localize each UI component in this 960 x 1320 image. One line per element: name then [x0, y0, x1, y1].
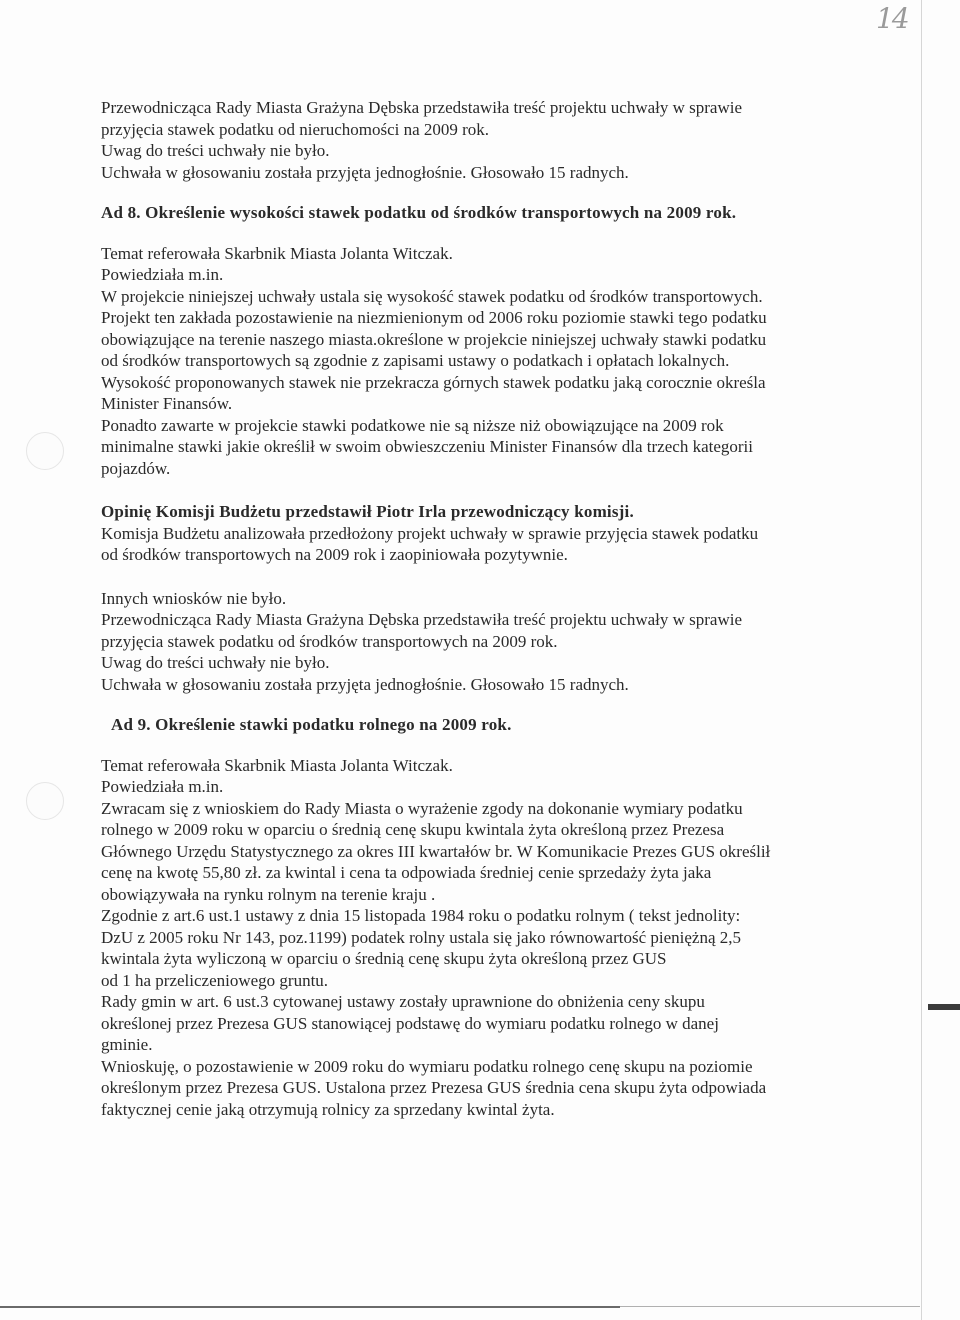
text-line: Ponadto zawarte w projekcie stawki podatkowe nie są niższe niż obowiązujące na 2009 rok	[101, 415, 724, 435]
text-line: przyjęcia stawek podatku od nieruchomości na 2009 rok.	[101, 119, 490, 139]
text-line: od środków transportowych na 2009 rok i zaopiniowała pozytywnie.	[101, 545, 568, 564]
text-line: określonej przez Prezesa GUS stanowiącej podstawę do wymiaru podatku rolnego w danej	[101, 1013, 719, 1033]
text-line: określonym przez Prezesa GUS. Ustalona przez Prezesa GUS średnia cena skupu żyta odpowiada	[101, 1078, 767, 1097]
text-line: Uwag do treści uchwały nie było.	[101, 653, 330, 672]
text-line: Przewodnicząca Rady Miasta Grażyna Dębska przedstawiła treść projektu uchwały w sprawie	[101, 610, 743, 629]
text-line: od środków transportowych są zgodnie z zapisami ustawy o podatkach i opłatach lokalnych.	[101, 351, 730, 370]
section-heading-ad-9: Ad 9. Określenie stawki podatku rolnego na 2009 rok.	[111, 715, 512, 734]
text-line: kwintala żyta wyliczoną w oparciu o średnią cenę skupu żyta określoną przez GUS	[101, 949, 667, 968]
text-line: Uchwała w głosowaniu została przyjęta jednogłośnie. Głosowało 15 radnych.	[101, 162, 629, 182]
text-line: W projekcie niniejszej uchwały ustala się wysokość stawek podatku od środków transportowych.	[101, 286, 763, 306]
punch-hole-bottom	[26, 782, 64, 820]
text-line: Zgodnie z art.6 ust.1 ustawy z dnia 15 listopada 1984 roku o podatku rolnym ( tekst jednolity:	[101, 906, 741, 925]
text-line: Projekt ten zakłada pozostawienie na niezmienionym od 2006 roku poziomie stawki tego podatku	[101, 308, 767, 327]
text-line: rolnego w 2009 roku w oparciu o średnią cenę skupu kwintala żyta określoną przez Prezesa	[101, 820, 725, 839]
text-line: Uchwała w głosowaniu została przyjęta jednogłośnie. Głosowało 15 radnych.	[101, 674, 629, 694]
text-line: Powiedziała m.in.	[101, 777, 224, 796]
text-line: Uwag do treści uchwały nie było.	[101, 141, 330, 160]
scan-bottom-rule-faint	[620, 1306, 920, 1307]
text-line: cenę na kwotę 55,80 zł. za kwintal i cena ta odpowiada średniej cenie sprzedaży żyta jaka	[101, 863, 712, 882]
text-line: Głównego Urzędu Statystycznego za okres III kwartałów br. W Komunikacie Prezes GUS określił	[101, 841, 771, 861]
text-line: przyjęcia stawek podatku od środków transportowych na 2009 rok.	[101, 631, 558, 651]
text-line: Zwracam się z wnioskiem do Rady Miasta o wyrażenie zgody na dokonanie wymiary podatku	[101, 798, 743, 818]
text-line: obowiązywała na rynku rolnym na terenie kraju .	[101, 884, 436, 904]
text-line: pojazdów.	[101, 458, 171, 478]
text-line: Wnioskuję, o pozostawienie w 2009 roku do wymiaru podatku rolnego cenę skupu na poziomie	[101, 1056, 753, 1076]
punch-hole-top	[26, 432, 64, 470]
text-line: Wysokość proponowanych stawek nie przekracza górnych stawek podatku jaką corocznie określa	[101, 372, 766, 392]
text-line: Przewodnicząca Rady Miasta Grażyna Dębska przedstawiła treść projektu uchwały w sprawie	[101, 98, 743, 117]
text-line: minimalne stawki jakie określił w swoim obwieszczeniu Minister Finansów dla trzech kategorii	[101, 437, 753, 456]
text-line: Temat referowała Skarbnik Miasta Jolanta Witczak.	[101, 755, 453, 775]
section-heading-ad-8: Ad 8. Określenie wysokości stawek podatku od środków transportowych na 2009 rok.	[101, 203, 737, 222]
text-line: Minister Finansów.	[101, 394, 233, 413]
text-line: Temat referowała Skarbnik Miasta Jolanta Witczak.	[101, 243, 453, 263]
page-edge-line	[921, 0, 922, 1320]
text-line: faktycznej cenie jaką otrzymują rolnicy za sprzedany kwintal żyta.	[101, 1099, 555, 1119]
text-line: Powiedziała m.in.	[101, 265, 224, 284]
committee-opinion-heading: Opinię Komisji Budżetu przedstawił Piotr Irla przewodniczący komisji.	[101, 502, 634, 521]
handwritten-page-number: 14	[876, 2, 908, 35]
text-line: DzU z 2005 roku Nr 143, poz.1199) podatek rolny ustala się jako równowartość pieniężną 2,5	[101, 927, 742, 947]
text-line: Rady gmin w art. 6 ust.3 cytowanej ustawy zostały uprawnione do obniżenia ceny skupu	[101, 992, 705, 1011]
text-line: od 1 ha przeliczeniowego gruntu.	[101, 970, 329, 990]
document-body	[101, 97, 841, 1120]
text-line: Komisja Budżetu analizowała przedłożony projekt uchwały w sprawie przyjęcia stawek podatku	[101, 523, 759, 543]
text-line: obowiązujące na terenie naszego miasta.określone w projekcie niniejszej uchwały stawki podatku	[101, 329, 767, 349]
scan-bottom-rule	[0, 1306, 620, 1308]
text-line: gminie.	[101, 1035, 153, 1054]
text-line: Innych wniosków nie było.	[101, 588, 287, 608]
scan-edge-mark	[928, 1004, 960, 1010]
